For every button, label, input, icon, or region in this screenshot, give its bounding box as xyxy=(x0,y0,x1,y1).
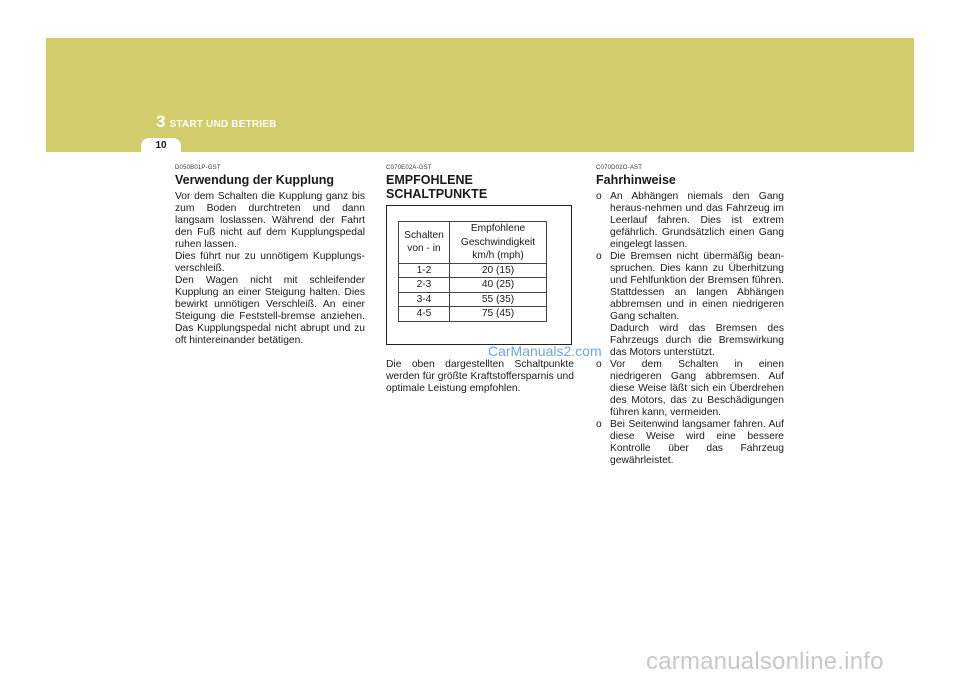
gear-cell: 3-4 xyxy=(399,292,450,307)
tips-list xyxy=(596,191,784,467)
shift-table-frame xyxy=(386,205,572,345)
page-number: 10 xyxy=(141,138,181,153)
chapter-title: START UND BETRIEB xyxy=(169,119,277,130)
section-code: C070E02A-GST xyxy=(386,165,432,171)
bullet-icon: o xyxy=(596,359,602,370)
list-item xyxy=(596,251,784,359)
bullet-icon: o xyxy=(596,419,602,430)
paragraph: Vor dem Schalten die Kupplung ganz bis zum Boden durchtreten und dann langsam loslassen. Während der Fahrt den Fuß nicht auf dem Kupplungspedal ruhen lassen. xyxy=(175,191,365,250)
table-row xyxy=(399,278,547,293)
header-speed xyxy=(450,222,547,264)
list-item-text: An Abhängen niemals den Gang heraus-nehmen und das Fahrzeug im Leerlauf fahren. Dies ist extrem gefährlich. Grundsätzlich einen Gang eingelegt lassen. xyxy=(610,191,784,250)
gear-cell: 2-3 xyxy=(399,278,450,293)
header-text: km/h (mph) xyxy=(472,250,524,261)
header-text: Geschwindigkeit xyxy=(460,236,536,248)
heading-line: EMPFOHLENE xyxy=(386,173,473,187)
table-row xyxy=(399,263,547,278)
speed-cell: 75 (45) xyxy=(450,307,547,322)
table-row xyxy=(399,307,547,322)
list-item-text: Bei Seitenwind langsamer fahren. Auf diese Weise wird eine bessere Kontrolle über das Fahrzeug gewährleistet. xyxy=(610,419,784,466)
paragraph: Dies führt nur zu unnötigem Kupplungs-verschleiß. xyxy=(175,251,365,274)
bullet-icon: o xyxy=(596,251,602,262)
driving-tips-section xyxy=(596,165,784,467)
list-item-extra: Dadurch wird das Bremsen des Fahrzeugs durch die Bremswirkung das Motors unterstützt. xyxy=(610,323,784,358)
list-item xyxy=(596,191,784,251)
section-code: D050B01P-GST xyxy=(175,165,221,171)
gear-cell: 1-2 xyxy=(399,263,450,278)
speed-cell: 20 (15) xyxy=(450,263,547,278)
header-band xyxy=(46,38,914,152)
header-text: von - in xyxy=(407,243,441,255)
heading-line: SCHALTPUNKTE xyxy=(386,187,488,201)
list-item xyxy=(596,419,784,467)
shift-points-note: Die oben dargestellten Schaltpunkte werden für größte Kraftstoffersparnis und optimale Leistung empfohlen. xyxy=(386,359,574,394)
clutch-section xyxy=(175,165,365,347)
list-item-text: Vor dem Schalten in einen niedrigeren Gang abbremsen. Auf diese Weise läßt sich ein Überdrehen des Motors, das zu Beschädigungen führen kann, vermeiden. xyxy=(610,359,784,418)
list-item-text: Die Bremsen nicht übermäßig bean-spruchen. Dies kann zu Überhitzung und Fehlfunktion der Bremsen führen. Stattdessen an langen Abhängen abbremsen und in einen niedrigeren Gang schalten. xyxy=(610,251,784,322)
section-heading: Fahrhinweise xyxy=(596,173,676,187)
watermark-bottom: carmanualsonline.info xyxy=(646,648,884,675)
shift-table xyxy=(398,221,547,322)
shift-points-section xyxy=(386,165,576,201)
bullet-icon: o xyxy=(596,191,602,202)
table-header-row xyxy=(399,222,547,264)
watermark-middle: CarManuals2.com xyxy=(488,343,602,359)
header-text: Schalten xyxy=(404,229,444,241)
chapter-heading xyxy=(156,112,277,132)
section-code: C070D02O-AST xyxy=(596,165,643,171)
gear-cell: 4-5 xyxy=(399,307,450,322)
section-body xyxy=(175,191,365,347)
list-item xyxy=(596,359,784,419)
speed-cell: 40 (25) xyxy=(450,278,547,293)
section-heading: Verwendung der Kupplung xyxy=(175,173,335,187)
chapter-number: 3 xyxy=(156,112,166,131)
header-text: Empfohlene xyxy=(470,223,526,234)
table-row xyxy=(399,292,547,307)
speed-cell: 55 (35) xyxy=(450,292,547,307)
section-heading xyxy=(386,173,576,201)
paragraph: Den Wagen nicht mit schleifender Kupplung an einer Steigung halten. Dies bewirkt unnötigen Verschleiß. An einer Steigung die Feststell-bremse anziehen. Das Kupplungspedal nicht abrupt und zu oft hintereinander betätigen. xyxy=(175,275,365,346)
header-gear xyxy=(399,222,450,264)
